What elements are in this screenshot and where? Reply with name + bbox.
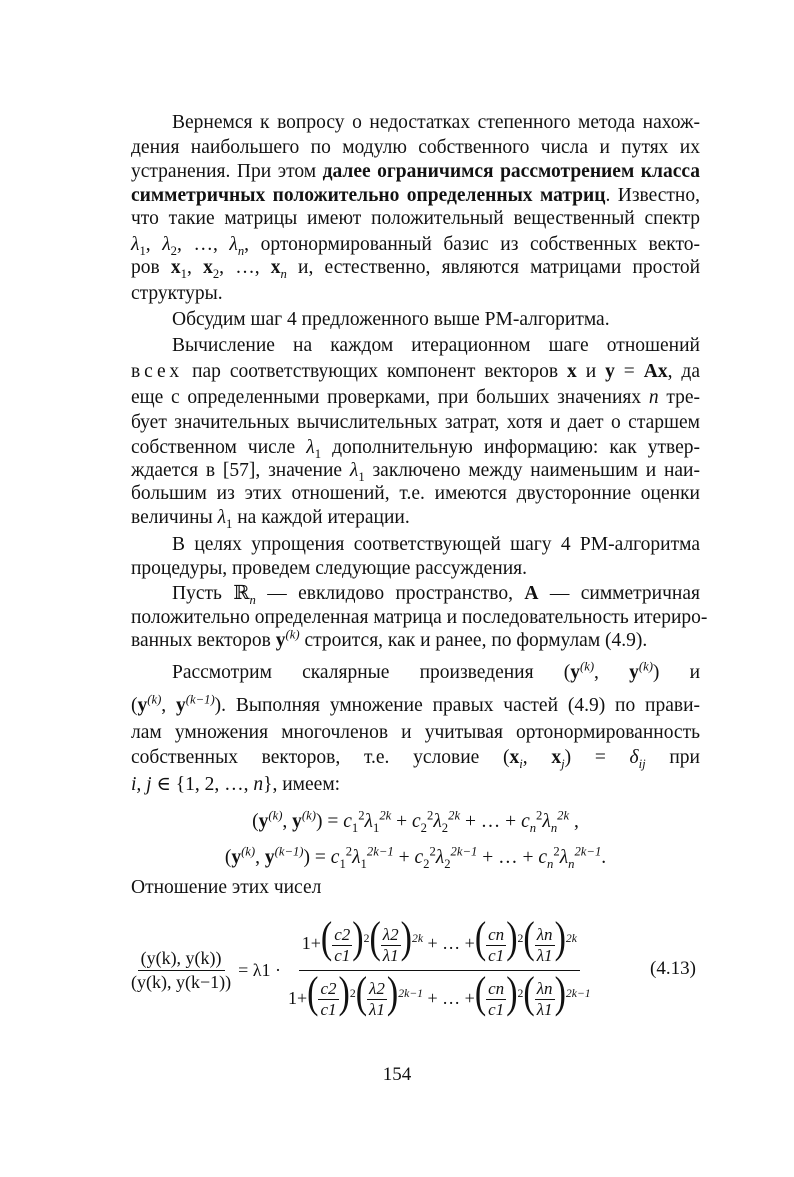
text-segment: Обсудим шаг 4 предложенного выше РМ-алгоритма. bbox=[172, 309, 610, 330]
text-segment: Пусть bbox=[172, 583, 234, 604]
text-segment: λ bbox=[162, 234, 171, 255]
text-segment: + bbox=[391, 811, 413, 832]
text-segment: c bbox=[538, 847, 548, 868]
text-segment: , bbox=[145, 234, 163, 255]
text-segment: 2 bbox=[441, 820, 449, 835]
text-segment: λ bbox=[229, 234, 238, 255]
text-segment: , bbox=[282, 811, 293, 832]
text-segment: строится, как и ранее, по формулам (4.9). bbox=[299, 630, 648, 651]
term: 1+ bbox=[301, 933, 321, 954]
text-segment: , bbox=[569, 811, 579, 832]
text-segment: , bbox=[255, 847, 265, 868]
text-segment: всех bbox=[131, 361, 184, 382]
text-segment: x bbox=[509, 747, 520, 768]
text-segment: 1 bbox=[180, 266, 187, 281]
text-segment: y bbox=[605, 361, 615, 382]
text-segment: заключено между наименьшим и наи- bbox=[364, 460, 700, 481]
formula-4-13 bbox=[128, 905, 708, 1035]
text-segment: x bbox=[170, 257, 181, 278]
text-segment: симметричных положительно определенных матриц bbox=[131, 185, 606, 206]
text-line bbox=[172, 111, 700, 135]
text-segment: , bbox=[522, 747, 552, 768]
text-line bbox=[172, 533, 700, 557]
text-segment: n bbox=[568, 856, 575, 871]
text-segment: = bbox=[614, 361, 644, 382]
l1: λ1 bbox=[382, 945, 399, 965]
text-segment: . Выполняя умножение правых частей (4.9) по прави- bbox=[221, 695, 701, 716]
text-segment: Рассмотрим скалярные произведения bbox=[172, 662, 564, 683]
text-segment: (k) bbox=[301, 808, 316, 823]
text-line bbox=[172, 334, 700, 358]
text-segment: (k) bbox=[241, 844, 256, 859]
text-segment: 2 bbox=[423, 856, 430, 871]
text-line bbox=[131, 557, 700, 581]
text-segment: (k) bbox=[268, 808, 283, 823]
text-segment: y bbox=[176, 695, 186, 716]
ln: λn bbox=[536, 924, 553, 944]
exp: 2k−1 bbox=[398, 986, 423, 1000]
text-segment: y bbox=[275, 630, 286, 651]
text-segment: дополнительную информацию: как утвер- bbox=[321, 437, 700, 458]
lhs-denominator: (y(k), y(k−1)) bbox=[131, 971, 232, 992]
text-segment: x bbox=[551, 747, 562, 768]
text-line bbox=[131, 606, 708, 630]
exp: 2 bbox=[363, 932, 370, 946]
text-segment: 2k−1 bbox=[574, 844, 602, 859]
rhs-fraction bbox=[285, 914, 594, 1020]
text-line bbox=[131, 694, 700, 718]
text-segment: 2 bbox=[170, 243, 177, 258]
lhs-fraction bbox=[128, 948, 234, 993]
text-line bbox=[131, 386, 700, 410]
text-line bbox=[131, 629, 700, 653]
text-segment: (k) bbox=[147, 692, 162, 707]
text-segment: A bbox=[524, 583, 539, 604]
text-segment: }, имеем: bbox=[263, 774, 341, 795]
text-segment: . bbox=[601, 847, 607, 868]
c1: c1 bbox=[488, 999, 505, 1019]
exp: 2 bbox=[349, 986, 356, 1000]
l1: λ1 bbox=[536, 945, 553, 965]
equation-line bbox=[131, 810, 700, 834]
text-segment: , bbox=[186, 257, 204, 278]
rhs-denominator: 1+( $\frac{c2}{c1}$ )$^2$( $\frac{\lambda 2}{\lambda 1}$ )$^{2k-1}$ + … +( $\frac{cn}{c1}$ )$^2$( $\frac{\lambda n}{\lambda 1}$ )$^{2k-1}$ bbox=[288, 968, 591, 1019]
text-segment: i, j bbox=[131, 774, 152, 795]
text-segment: дения наибольшего по модулю собственного числа и путях их bbox=[131, 137, 700, 158]
text-line bbox=[131, 459, 700, 483]
text-segment: 1 bbox=[351, 820, 359, 835]
text-segment: , ортонормированный базис из собственных векто- bbox=[244, 234, 700, 255]
text-segment: 1 bbox=[226, 516, 233, 531]
text-segment: 1 bbox=[372, 820, 380, 835]
text-segment: n bbox=[237, 243, 245, 258]
text-segment: λ bbox=[433, 811, 442, 832]
text-segment: тре- bbox=[658, 387, 700, 408]
l2: λ2 bbox=[382, 924, 399, 944]
text-segment: c bbox=[330, 847, 340, 868]
text-segment: x bbox=[567, 361, 577, 382]
text-line bbox=[131, 773, 700, 797]
text-segment: 2k−1 bbox=[450, 844, 478, 859]
text-segment: c bbox=[521, 811, 530, 832]
text-segment: y bbox=[292, 811, 302, 832]
text-segment: n bbox=[547, 856, 554, 871]
text-segment: 2k−1 bbox=[366, 844, 394, 859]
text-segment: , …, bbox=[219, 257, 271, 278]
exp: 2 bbox=[517, 986, 524, 1000]
text-segment: λ bbox=[217, 507, 227, 528]
text-segment: (k) bbox=[580, 659, 595, 674]
c1: c1 bbox=[488, 945, 505, 965]
text-segment: , bbox=[161, 695, 176, 716]
text-segment: ( bbox=[563, 662, 571, 683]
text-segment: + … + bbox=[477, 847, 539, 868]
text-segment: 2k bbox=[557, 808, 570, 823]
text-segment: ) = bbox=[564, 747, 630, 768]
text-segment: n bbox=[648, 387, 659, 408]
text-line bbox=[131, 233, 700, 257]
text-segment: ров bbox=[131, 257, 171, 278]
text-segment: Ax bbox=[643, 361, 668, 382]
text-segment: ) bbox=[214, 695, 222, 716]
c1: c1 bbox=[334, 945, 351, 965]
text-segment: λ bbox=[435, 847, 445, 868]
text-segment: y bbox=[137, 695, 148, 716]
text-line bbox=[131, 207, 700, 231]
text-segment: собственном числе bbox=[131, 437, 307, 458]
text-segment: что такие матрицы имеют положительный вещественный спектр bbox=[131, 208, 700, 229]
text-segment: λ bbox=[349, 460, 359, 481]
cn: cn bbox=[488, 978, 505, 998]
lhs-numerator: (y(k), y(k)) bbox=[138, 948, 225, 971]
page-number: 154 bbox=[382, 1064, 412, 1085]
term: 1+ bbox=[288, 987, 308, 1008]
text-segment: ∈ {1, 2, …, bbox=[151, 774, 254, 795]
text-segment: n bbox=[249, 592, 256, 607]
text-segment: 2k bbox=[448, 808, 461, 823]
text-segment: устранения. При этом bbox=[131, 161, 323, 182]
equation-number: (4.13) bbox=[650, 958, 696, 979]
text-segment: x bbox=[270, 257, 281, 278]
text-segment: Вернемся к вопросу о недостатках степенного метода нахож- bbox=[172, 112, 700, 133]
text-segment: процедуры, проведем следующие рассуждения. bbox=[131, 558, 527, 579]
text-line bbox=[172, 308, 700, 332]
text-segment: x bbox=[203, 257, 213, 278]
text-segment: + bbox=[393, 847, 415, 868]
text-segment: далее ограничимся рассмотрением класса bbox=[322, 161, 700, 182]
equals-lambda: = λ1 · bbox=[238, 959, 281, 980]
text-segment: λ bbox=[542, 811, 551, 832]
text-segment: и bbox=[659, 662, 701, 683]
text-segment: 2 bbox=[345, 844, 353, 859]
text-segment: λ bbox=[306, 437, 315, 458]
text-segment: бует значительных вычислительных затрат, хотя и дает о старшем bbox=[131, 412, 700, 433]
text-segment: и bbox=[576, 361, 606, 382]
text-line bbox=[131, 256, 700, 280]
text-line bbox=[131, 282, 700, 306]
text-segment: ждается в [57], значение bbox=[131, 460, 350, 481]
text-segment: λ bbox=[559, 847, 569, 868]
equation-line bbox=[131, 846, 700, 870]
text-segment: 1 bbox=[360, 856, 367, 871]
exp: 2 bbox=[517, 932, 524, 946]
text-segment: 1 bbox=[358, 469, 365, 484]
ln: λn bbox=[536, 978, 553, 998]
text-line bbox=[131, 482, 700, 506]
text-segment: (k) bbox=[638, 659, 653, 674]
text-segment: ) = bbox=[303, 847, 331, 868]
text-line bbox=[131, 184, 700, 208]
text-segment: положительно определенная матрица и последовательность итериро- bbox=[131, 607, 708, 628]
text-segment: 1 bbox=[314, 446, 322, 461]
text-segment: ( bbox=[503, 747, 510, 768]
text-segment: . Известно, bbox=[605, 185, 700, 206]
text-segment: (k−1) bbox=[185, 692, 215, 707]
text-segment: ( bbox=[252, 811, 259, 832]
text-segment: 2 bbox=[427, 808, 434, 823]
text-segment: i bbox=[519, 756, 523, 771]
text-segment: λ bbox=[352, 847, 361, 868]
text-line bbox=[131, 506, 700, 530]
text-segment: и, естественно, являются матрицами простой bbox=[286, 257, 701, 278]
text-segment: собственных векторов, т.е. условие bbox=[131, 747, 503, 768]
text-segment: , …, bbox=[177, 234, 230, 255]
text-segment: δ bbox=[629, 747, 639, 768]
text-segment: Отношение этих чисел bbox=[131, 877, 322, 898]
text-segment: λ bbox=[131, 234, 140, 255]
text-segment: большим из этих отношений, т.е. имеются двусторонние оценки bbox=[131, 483, 700, 504]
exp: 2k−1 bbox=[565, 986, 591, 1000]
text-segment: 2 bbox=[420, 820, 427, 835]
text-segment: ij bbox=[638, 756, 646, 771]
text-segment: структуры. bbox=[131, 283, 223, 304]
text-line bbox=[131, 136, 700, 160]
dots: + … + bbox=[427, 933, 475, 954]
text-segment: Вычисление на каждом итерационном шаге отношений bbox=[172, 335, 700, 356]
c1: c1 bbox=[320, 999, 337, 1019]
text-segment: ℝ bbox=[233, 583, 250, 604]
text-segment: — симметричная bbox=[538, 583, 700, 604]
text-segment: при bbox=[645, 747, 700, 768]
text-segment: c bbox=[412, 811, 421, 832]
text-segment: ) bbox=[652, 662, 660, 683]
text-line bbox=[172, 582, 700, 606]
text-line bbox=[131, 746, 700, 770]
cn: cn bbox=[488, 924, 505, 944]
c2: c2 bbox=[334, 924, 351, 944]
text-segment: j bbox=[561, 756, 565, 771]
text-segment: 2 bbox=[536, 808, 543, 823]
text-segment: 2 bbox=[553, 844, 560, 859]
text-segment: еще с определенными проверками, при больших значениях bbox=[131, 387, 649, 408]
rhs-numerator: 1+( $\frac{c2}{c1}$ )$^2$( $\frac{\lambda 2}{\lambda 1}$ )$^{2k}$ + … +( $\frac{cn}{c1}$ )$^2$( $\frac{\lambda n}{\lambda 1}$ )$^{2k}$ bbox=[299, 920, 580, 970]
l1: λ1 bbox=[536, 999, 553, 1019]
text-segment: (k−1) bbox=[274, 844, 304, 859]
text-segment: (k) bbox=[285, 627, 300, 642]
text-line bbox=[131, 876, 700, 900]
text-segment: 1 bbox=[139, 243, 146, 258]
text-segment: n bbox=[550, 820, 558, 835]
text-segment: ) = bbox=[315, 811, 344, 832]
text-line bbox=[131, 436, 700, 460]
text-segment: + … + bbox=[460, 811, 522, 832]
text-segment: 2k bbox=[379, 808, 392, 823]
text-segment: , да bbox=[667, 361, 701, 382]
text-segment: 2 bbox=[429, 844, 436, 859]
text-segment: 1 bbox=[339, 856, 346, 871]
text-segment: В целях упрощения соответствующей шагу 4 РМ-алгоритма bbox=[172, 534, 700, 555]
l2: λ2 bbox=[369, 978, 385, 998]
text-segment: y bbox=[629, 662, 639, 683]
text-segment: 2 bbox=[444, 856, 451, 871]
exp: 2k bbox=[565, 932, 577, 946]
text-segment: пар соответствующих компонент векторов bbox=[183, 361, 568, 382]
c2: c2 bbox=[320, 978, 337, 998]
text-segment: ( bbox=[224, 847, 232, 868]
exp: 2k bbox=[411, 932, 423, 946]
text-segment: 2 bbox=[212, 266, 220, 281]
text-segment: величины bbox=[131, 507, 218, 528]
text-line bbox=[131, 360, 700, 384]
text-segment: c bbox=[414, 847, 424, 868]
text-segment: ( bbox=[131, 695, 138, 716]
text-segment: y bbox=[264, 847, 275, 868]
text-segment: n bbox=[253, 774, 264, 795]
text-line bbox=[131, 160, 700, 184]
text-segment: y bbox=[231, 847, 242, 868]
text-segment: на каждой итерации. bbox=[232, 507, 410, 528]
text-segment: ванных векторов bbox=[131, 630, 276, 651]
text-line bbox=[131, 721, 700, 745]
text-segment: y bbox=[258, 811, 269, 832]
text-segment: n bbox=[529, 820, 537, 835]
text-segment: 2 bbox=[358, 808, 365, 823]
text-segment: лам умножения многочленов и учитывая ортонормированность bbox=[131, 722, 700, 743]
text-segment: n bbox=[280, 266, 287, 281]
text-segment: y bbox=[570, 662, 580, 683]
text-line bbox=[172, 661, 700, 685]
l1: λ1 bbox=[369, 999, 385, 1019]
dots: + … + bbox=[427, 987, 475, 1008]
text-segment: , bbox=[594, 662, 630, 683]
text-segment: c bbox=[343, 811, 352, 832]
text-segment: λ bbox=[364, 811, 373, 832]
text-line bbox=[131, 411, 700, 435]
text-segment: — евклидово пространство, bbox=[255, 583, 525, 604]
